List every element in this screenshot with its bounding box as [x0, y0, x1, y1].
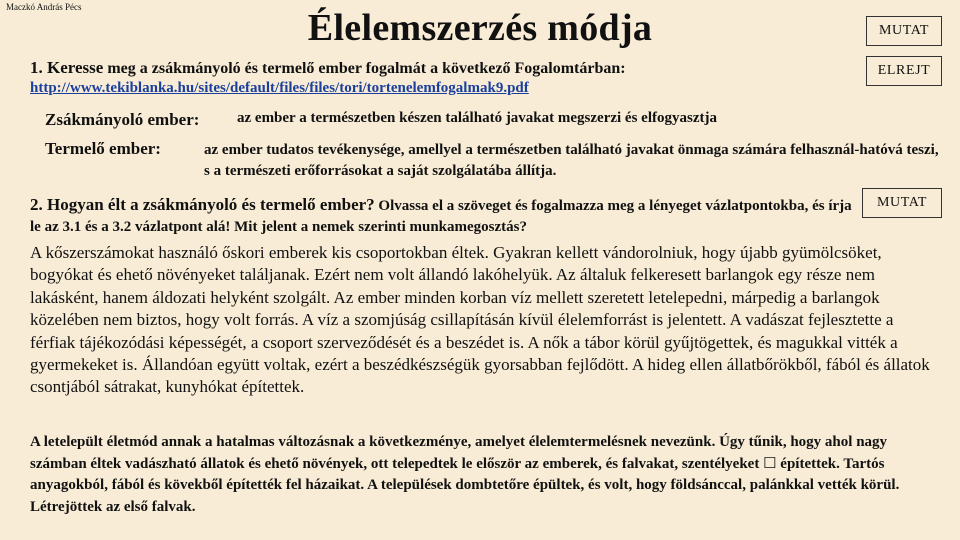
mutat-button-2[interactable]: MUTAT — [862, 188, 942, 218]
definition-term-termelo: Termelő ember: — [45, 139, 161, 158]
question-2-text: Olvassa el a szöveget és fogalmazza meg a lényeget vázlatpontokba, és írja le az 3.1 és a 3.2 vázlatpont alá! Mit jelent a nemek szerinti munkamegosztás? — [30, 198, 852, 235]
question-1-text: meg a zsákmányoló és termelő ember fogalmát a következő Fogalomtárban: — [103, 60, 626, 77]
question-1-lead: 1. Keresse — [30, 58, 104, 77]
definition-text-zsakmanyolo: az ember a természetben készen található javakat megszerzi és elfogyasztja — [237, 110, 717, 126]
paragraph-2-end: építettek. Tartós anyagokból, fából és kövekből építették fel házaikat. A települések dombtetőre épültek, és volt, hogy földsánccal, palánkkal vették körül. Létrejöttek az első falvak. — [30, 455, 900, 515]
mutat-button-1[interactable]: MUTAT — [866, 16, 942, 46]
question-2 — [30, 194, 860, 238]
question-2-lead: 2. Hogyan élt a zsákmányoló és termelő ember? — [30, 195, 375, 214]
question-1 — [30, 58, 626, 78]
definition-text-termelo: az ember tudatos tevékenysége, amellyel a természetben található javakat önmaga számára felhasznál-hatóvá teszi, s a természeti erőforrásokat a saját szolgálatába állítja. — [204, 142, 939, 179]
paragraph-2-start: A letelepült életmód annak a hatalmas változásnak a következménye, amelyet élelemtermelésnek nevezünk. Úgy tűnik, hogy ahol nagy számban éltek vadászható állatok és ehető növények, ott telepedtek le először az emberek, és falvakat, szentélyeket — [30, 434, 888, 472]
reading-paragraph-1: A kőszerszámokat használó őskori emberek kis csoportokban éltek. Gyakran kellett vándorolniuk, hogy újabb gyümölcsöket, bogyókat és ehető növényeket találjanak. Ezért nem volt állandó lakóhelyük. Az általuk felkeresett barlangok egy része nem lakásként, hanem áldozati helyként szolgált. Az ember minden korban víz mellett szeretett letelepedni, márpedig a barlangok közelében nem biztos, hogy volt forrás. A víz a szomjúság csillapításán kívül élelemforrást is jelentett. A vadászat fejlesztette a férfiak tájékozódási képességét, a csoport szerveződését és a beszédet is. A nők a tábor körül gyűjtögettek, és magukkal vitték a gyermekeket is. Állandóan együtt voltak, ezért a beszédkészségük gyorsabban fejlődött. A hideg ellen állatbőrökből, fából és állatok csontjából sátrakat, kunyhókat építettek. — [30, 243, 930, 397]
checkbox-icon: ☐ — [763, 455, 777, 472]
definition-term-zsakmanyolo: Zsákmányoló ember: — [45, 110, 200, 129]
page-title: Élelemszerzés módja — [307, 7, 653, 49]
elrejt-button[interactable]: ELREJT — [866, 56, 942, 86]
fogalomtar-link[interactable]: http://www.tekiblanka.hu/sites/default/files/files/tori/tortenelemfogalmak9.pdf — [30, 80, 529, 96]
author-label: Maczkó András Pécs — [6, 2, 82, 12]
reading-paragraph-2 — [30, 432, 945, 518]
